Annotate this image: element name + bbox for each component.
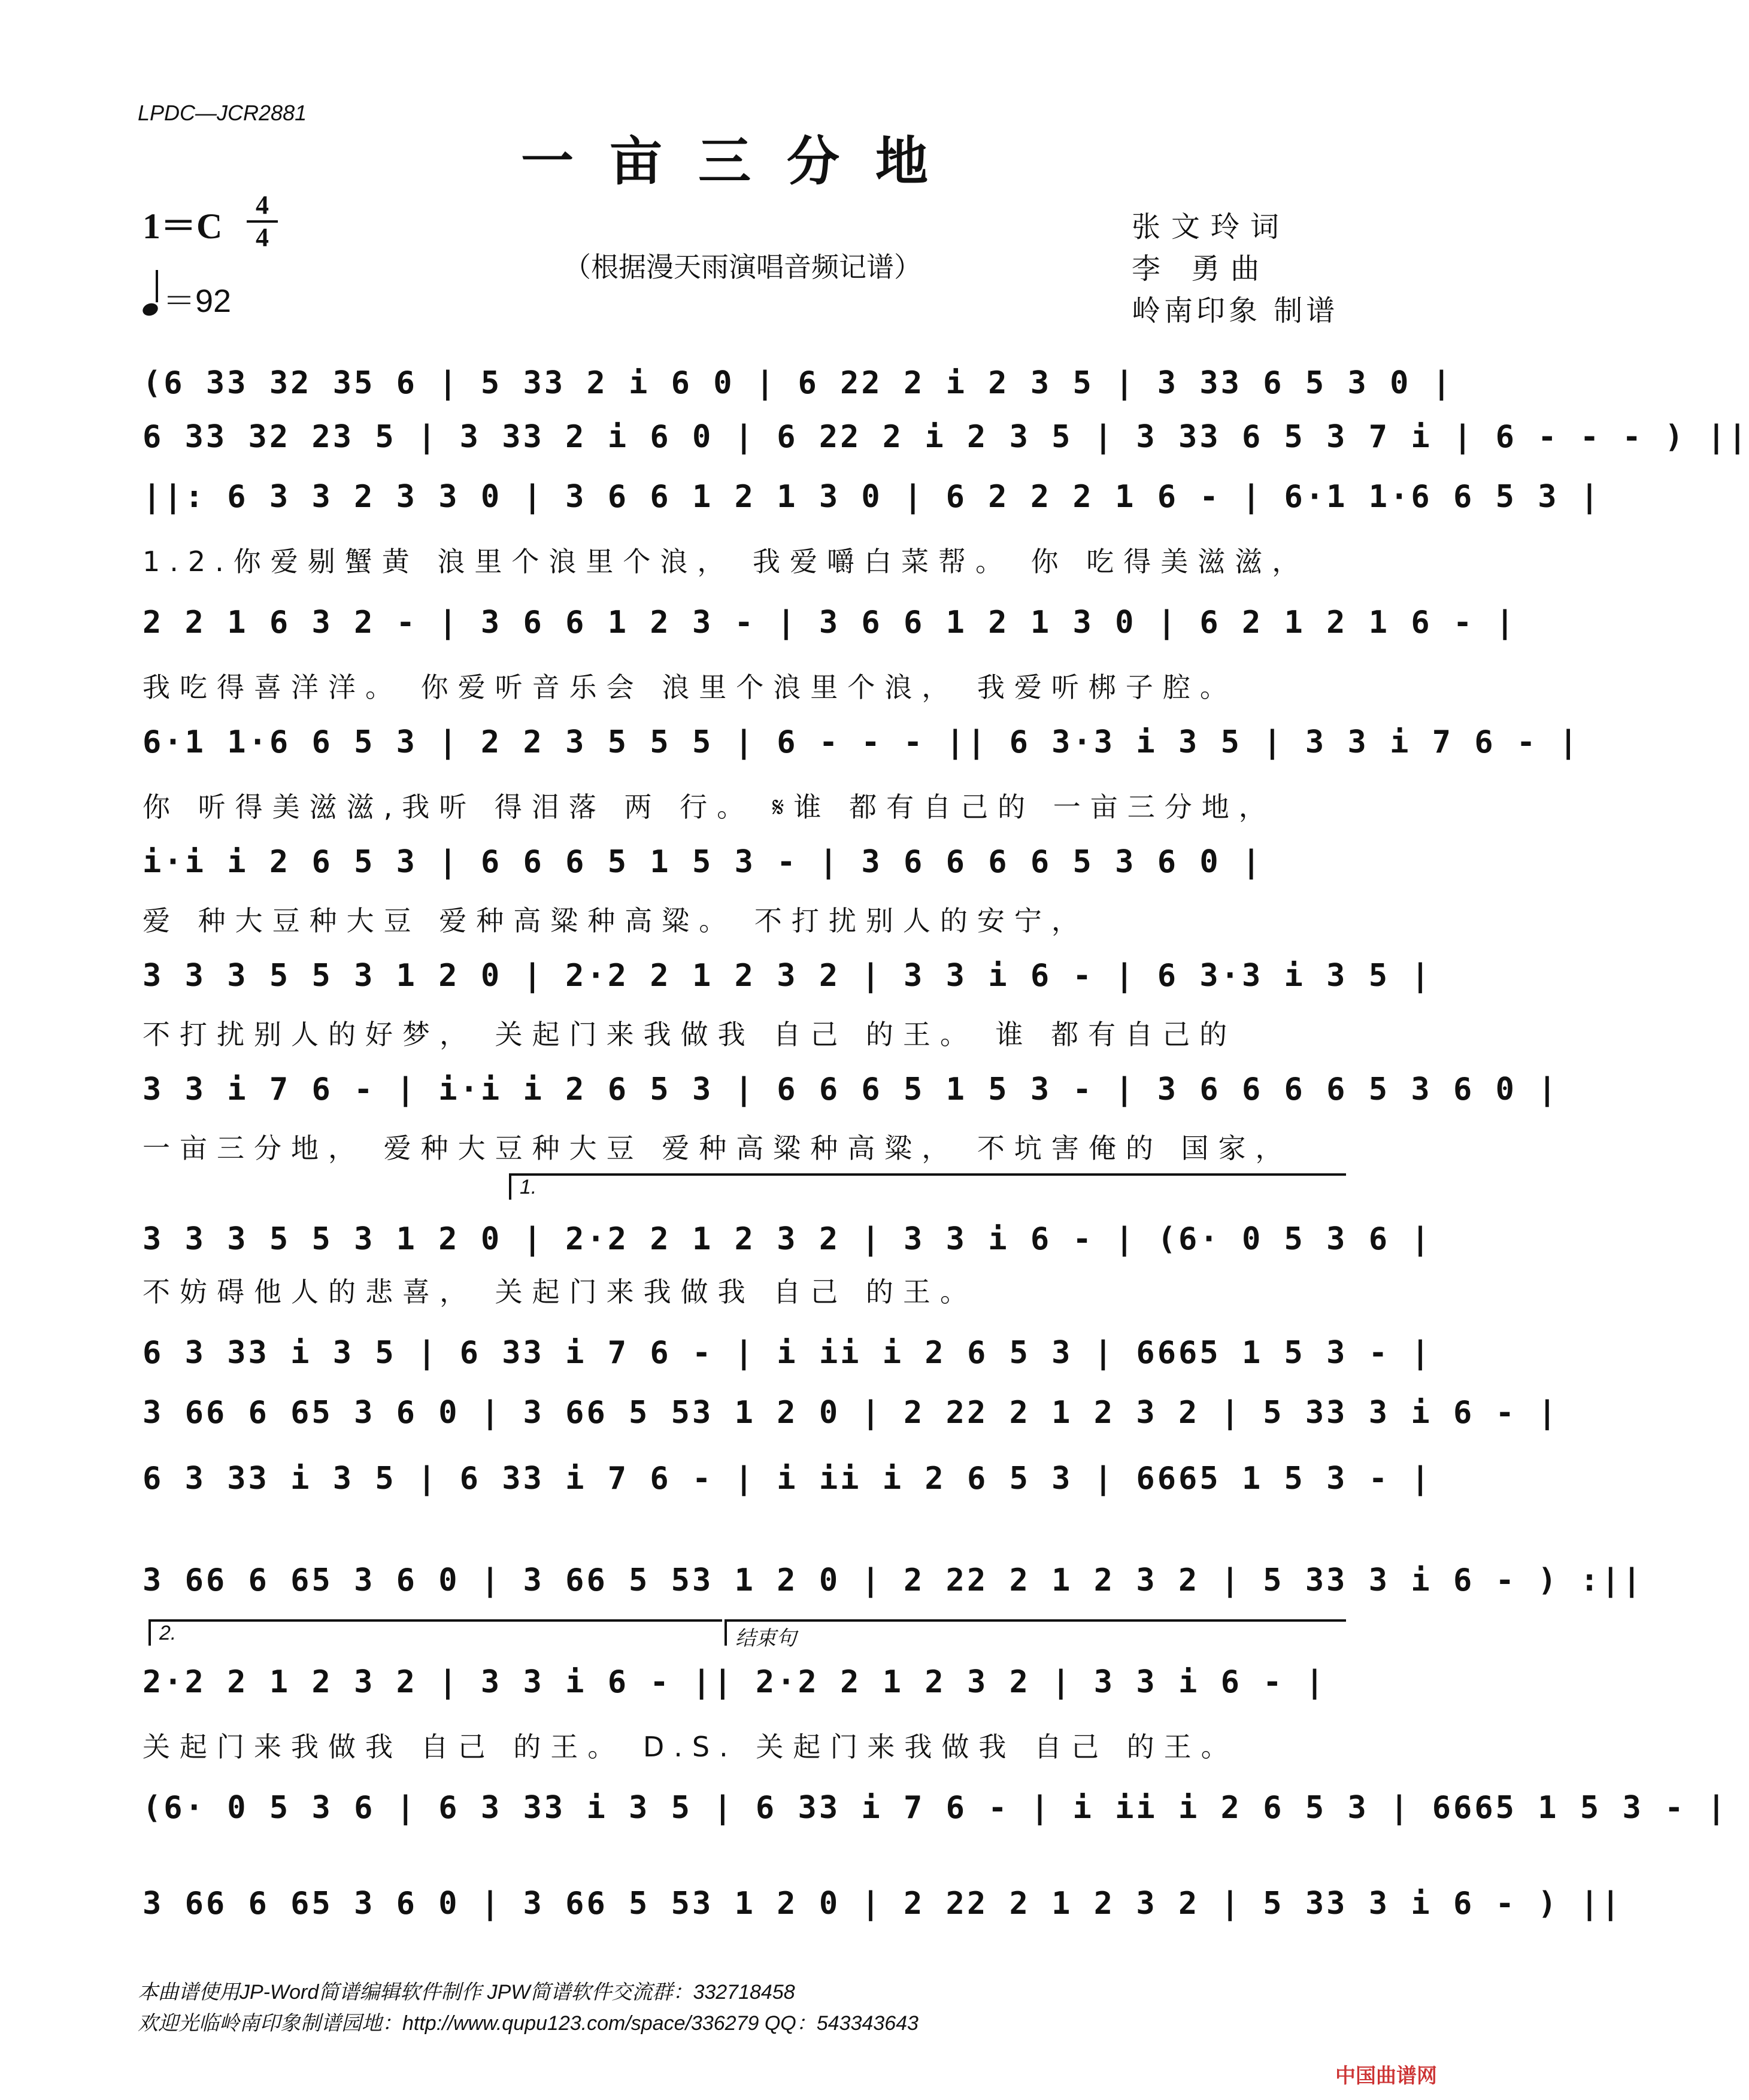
lyrics-line-5: 你 听得美滋滋,我听 得泪落 两 行。 𝄋谁 都有自己的 一亩三分地， <box>143 791 1276 823</box>
score-line-14: 2·2 2 1 2 3 2 | 3 3 i 6 - || 2·2 2 1 2 3 2 | 3 3 i 6 - | <box>143 1664 1327 1700</box>
score-line-16: 3 66 6 65 3 6 0 | 3 66 5 53 1 2 0 | 2 22 2 1 2 3 2 | 5 33 3 i 6 - ) || <box>143 1886 1623 1922</box>
score-line-2: 6 33 32 23 5 | 3 33 2 i 6 0 | 6 22 2 i 2 3 5 | 3 33 6 5 3 7 i | 6 - - - ) || <box>143 419 1749 455</box>
coda-bracket: 结束句 <box>725 1619 1346 1646</box>
time-signature <box>247 192 278 251</box>
page-title: 一亩三分地 <box>520 130 964 192</box>
score-line-12: 6 3 33 i 3 5 | 6 33 i 7 6 - | i ii i 2 6 5 3 | 6665 1 5 3 - | <box>143 1461 1432 1497</box>
composer-credit: 李 勇曲 <box>1132 252 1271 286</box>
arranger-credit: 岭南印象 制谱 <box>1132 294 1339 327</box>
second-ending-bracket: 2. <box>148 1619 722 1646</box>
score-line-15: (6· 0 5 3 6 | 6 3 33 i 3 5 | 6 33 i 7 6 - | i ii i 2 6 5 3 | 6665 1 5 3 - | <box>143 1790 1728 1826</box>
lyrics-line-8: 一亩三分地， 爱种大豆种大豆 爱种高粱种高粱， 不坑害俺的 国家， <box>143 1132 1293 1164</box>
first-ending-bracket: 1. <box>509 1173 1346 1200</box>
score-line-3: ||: 6 3 3 2 3 3 0 | 3 6 6 1 2 1 3 0 | 6 2 2 2 1 6 - | 6·1 1·6 6 5 3 | <box>143 479 1602 515</box>
lyrics-line-4: 我吃得喜洋洋。 你爱听音乐会 浪里个浪里个浪， 我爱听梆子腔。 <box>143 671 1237 703</box>
score-line-9: 3 3 3 5 5 3 1 2 0 | 2·2 2 1 2 3 2 | 3 3 i 6 - | (6· 0 5 3 6 | <box>143 1221 1432 1257</box>
footer-line-2: 欢迎光临岭南印象制谱园地：http://www.qupu123.com/space/336279 QQ：543343643 <box>138 2012 919 2035</box>
score-line-5: 6·1 1·6 6 5 3 | 2 2 3 5 5 5 | 6 - - - || 6 3·3 i 3 5 | 3 3 i 7 6 - | <box>143 724 1580 760</box>
meter-top: 4 <box>256 190 269 220</box>
score-line-10: 6 3 33 i 3 5 | 6 33 i 7 6 - | i ii i 2 6 5 3 | 6665 1 5 3 - | <box>143 1335 1432 1371</box>
score-line-4: 2 2 1 6 3 2 - | 3 6 6 1 2 3 - | 3 6 6 1 2 1 3 0 | 6 2 1 2 1 6 - | <box>143 605 1517 641</box>
tempo-value: ＝92 <box>163 283 232 319</box>
subtitle: （根据漫天雨演唱音频记谱） <box>563 251 922 283</box>
lyrics-line-14: 关起门来我做我 自己 的王。 D.S. 关起门来我做我 自己 的王。 <box>143 1731 1238 1763</box>
footer-line-1: 本曲谱使用JP-Word简谱编辑软件制作 JPW简谱软件交流群：332718458 <box>138 1981 795 2004</box>
score-line-6: i·i i 2 6 5 3 | 6 6 6 5 1 5 3 - | 3 6 6 6 6 5 3 6 0 | <box>143 844 1263 880</box>
lyricist-credit: 张文玲词 <box>1132 210 1290 244</box>
lyrics-line-9: 不妨碍他人的悲喜， 关起门来我做我 自己 的王。 <box>143 1276 977 1308</box>
key-signature: 1＝C <box>143 207 223 246</box>
meter-bottom: 4 <box>256 223 269 252</box>
site-logo: 中国曲谱网 <box>1335 2064 1437 2088</box>
score-line-7: 3 3 3 5 5 3 1 2 0 | 2·2 2 1 2 3 2 | 3 3 i 6 - | 6 3·3 i 3 5 | <box>143 958 1432 994</box>
score-line-8: 3 3 i 7 6 - | i·i i 2 6 5 3 | 6 6 6 5 1 5 3 - | 3 6 6 6 6 5 3 6 0 | <box>143 1072 1559 1107</box>
lyrics-line-6: 爱 种大豆种大豆 爱种高粱种高粱。 不打扰别人的安宁， <box>143 905 1089 937</box>
score-line-1: (6 33 32 35 6 | 5 33 2 i 6 0 | 6 22 2 i 2 3 5 | 3 33 6 5 3 0 | <box>143 365 1454 401</box>
score-line-13: 3 66 6 65 3 6 0 | 3 66 5 53 1 2 0 | 2 22 2 1 2 3 2 | 5 33 3 i 6 - ) :|| <box>143 1562 1644 1598</box>
quarter-note-icon <box>141 301 159 318</box>
lyrics-line-7: 不打扰别人的好梦， 关起门来我做我 自己 的王。 谁 都有自己的 <box>143 1018 1237 1051</box>
lyrics-line-3: 1.2.你爱剔蟹黄 浪里个浪里个浪， 我爱嚼白菜帮。 你 吃得美滋滋， <box>143 545 1310 578</box>
score-line-11: 3 66 6 65 3 6 0 | 3 66 5 53 1 2 0 | 2 22 2 1 2 3 2 | 5 33 3 i 6 - | <box>143 1395 1559 1431</box>
score-code: LPDC—JCR2881 <box>138 101 307 125</box>
